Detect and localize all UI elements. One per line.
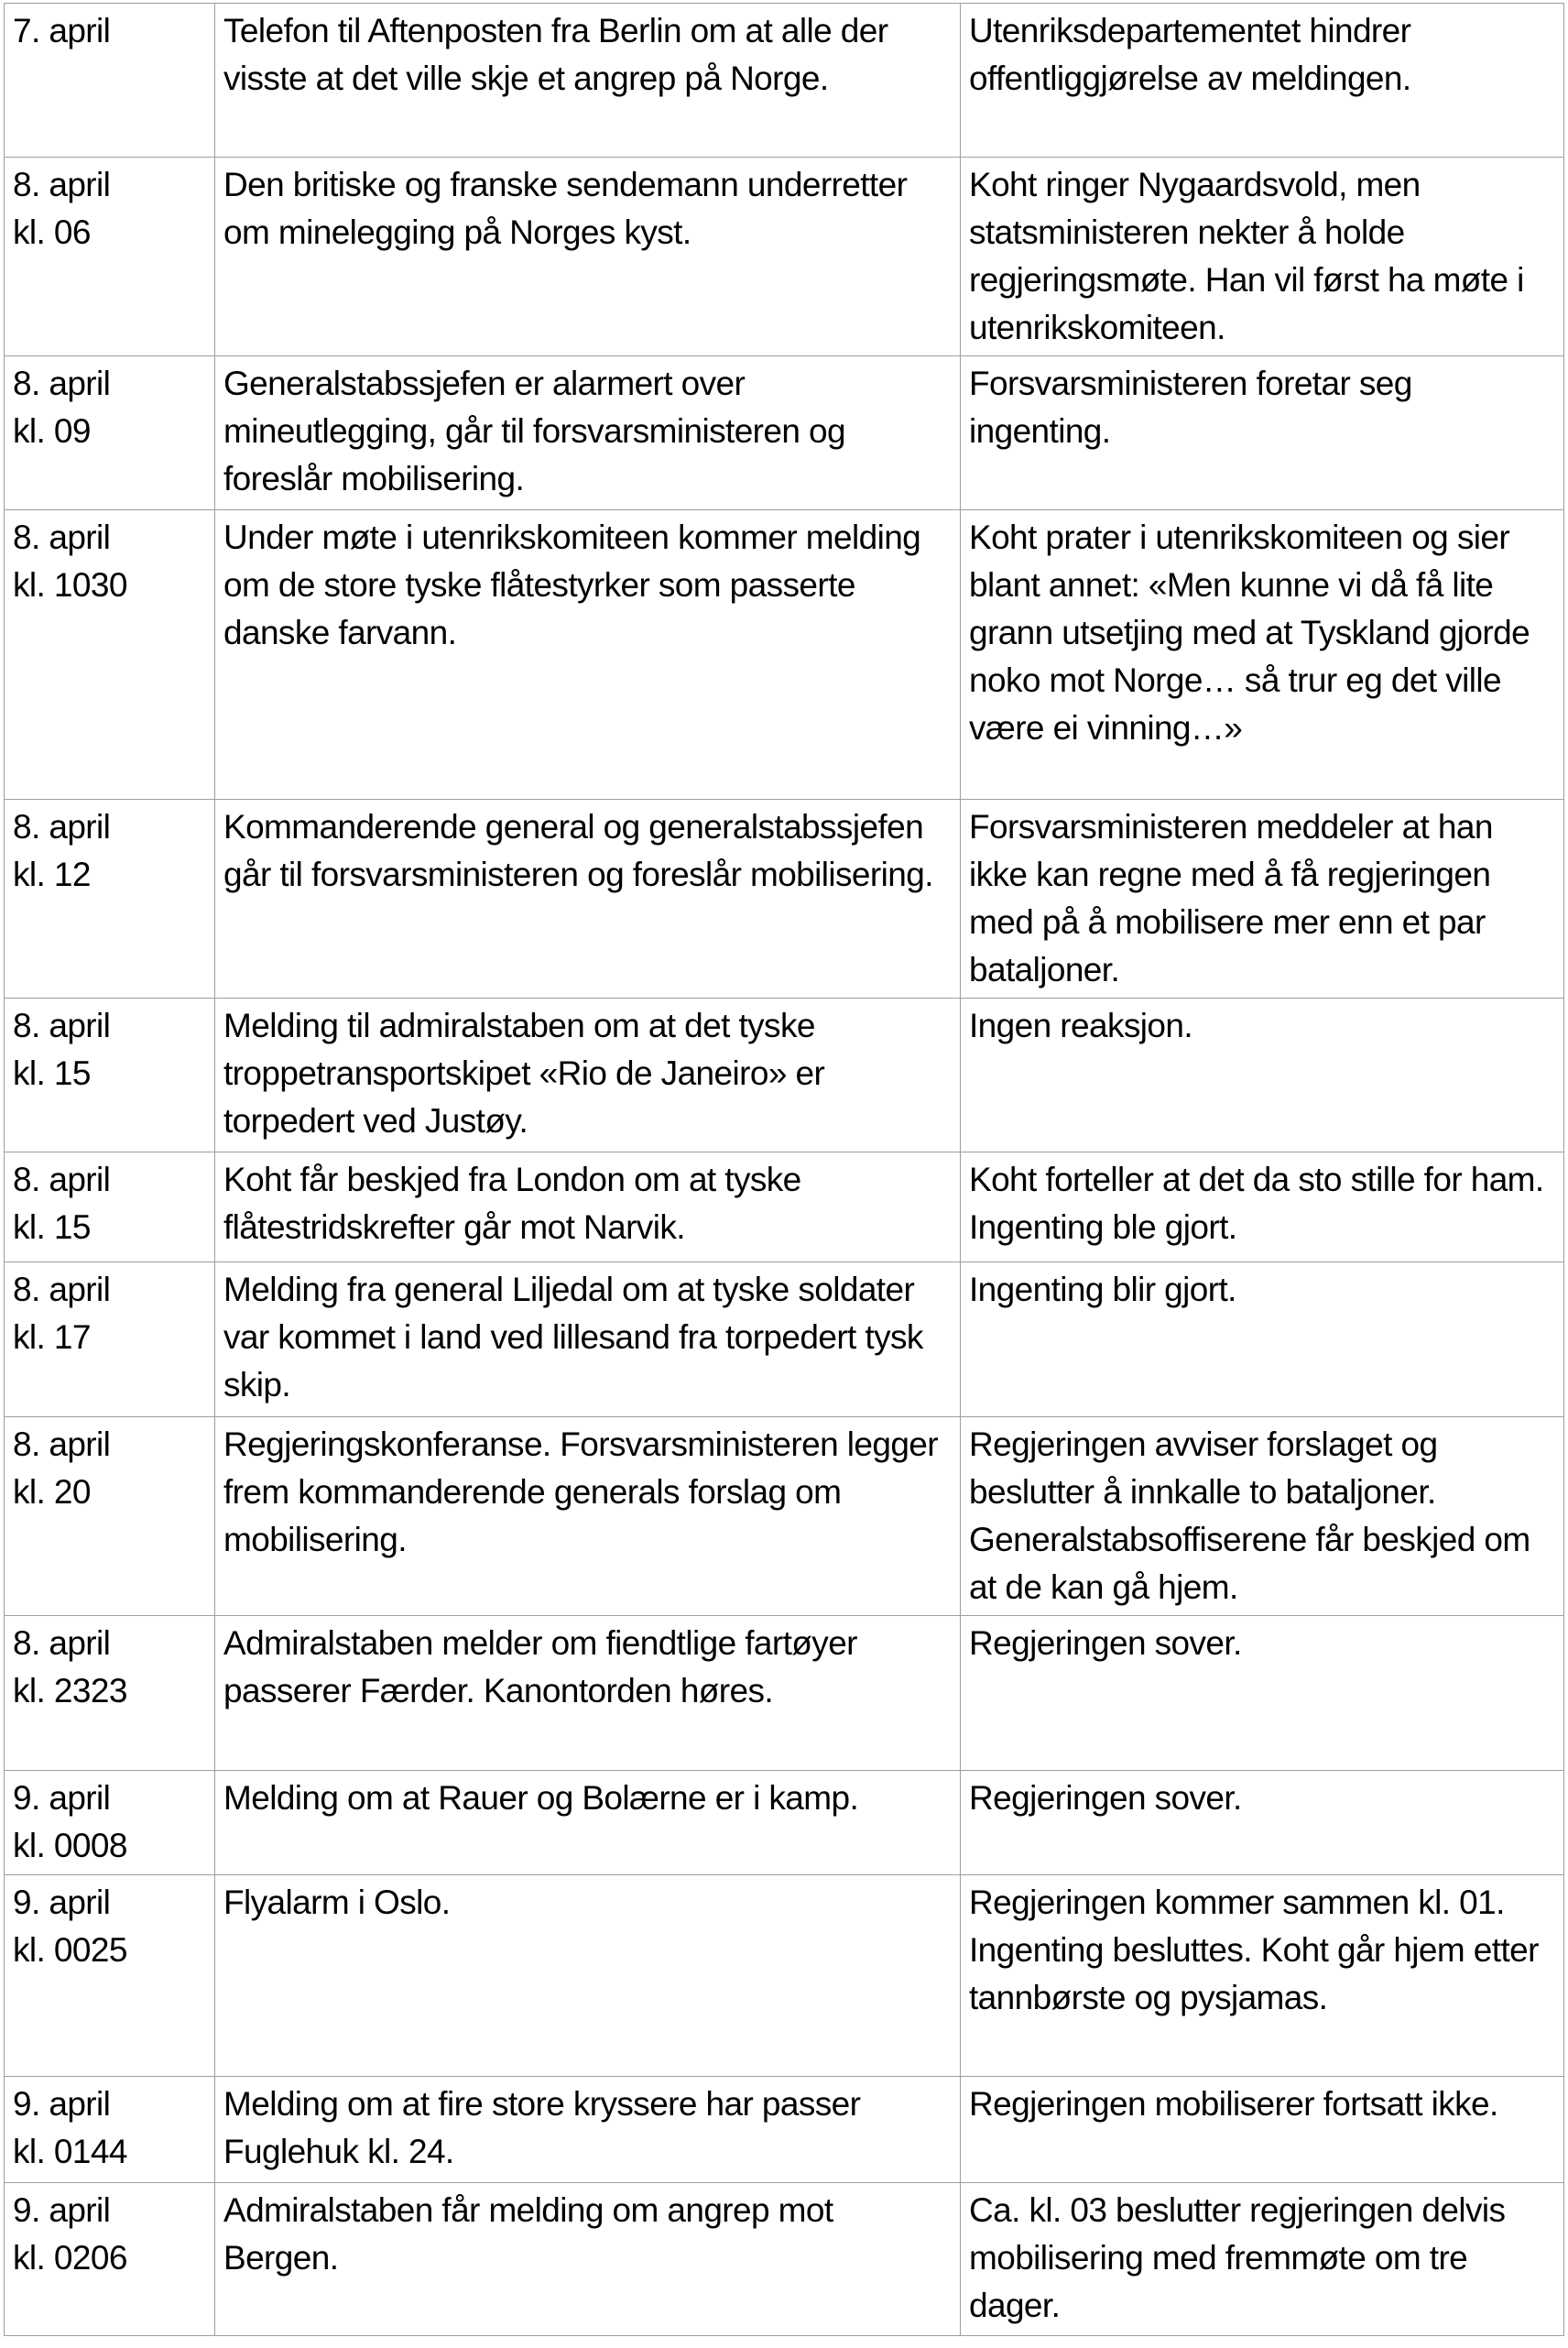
event-cell: Melding til admiralstaben om at det tyske troppetransportskipet «Rio de Janeiro» er torpedert ved Justøy. [215, 999, 961, 1152]
time-cell [5, 4, 215, 158]
date-label: 9. april [13, 1884, 111, 1921]
time-cell [5, 510, 215, 800]
table-row [5, 2077, 1564, 2183]
event-cell: Admiralstaben melder om fiendtlige fartøyer passerer Færder. Kanontorden høres. [215, 1616, 961, 1771]
event-cell: Kommanderende general og generalstabssjefen går til forsvarsministeren og foreslår mobilisering. [215, 800, 961, 999]
time-label: kl. 0025 [13, 1931, 127, 1969]
event-cell: Melding om at fire store kryssere har passer Fuglehuk kl. 24. [215, 2077, 961, 2183]
timeline-table [4, 3, 1564, 2336]
date-label: 8. april [13, 1161, 111, 1198]
event-cell: Koht får beskjed fra London om at tyske flåtestridskrefter går mot Narvik. [215, 1152, 961, 1262]
date-label: 9. april [13, 2191, 111, 2229]
date-label: 8. april [13, 1271, 111, 1308]
table-row [5, 356, 1564, 510]
time-label: kl. 2323 [13, 1672, 127, 1709]
event-cell: Melding om at Rauer og Bolærne er i kamp. [215, 1771, 961, 1875]
event-cell: Regjeringskonferanse. Forsvarsministeren legger frem kommanderende generals forslag om mobilisering. [215, 1417, 961, 1616]
response-cell: Regjeringen kommer sammen kl. 01. Ingenting besluttes. Koht går hjem etter tannbørste og pysjamas. [961, 1875, 1564, 2077]
time-cell [5, 1875, 215, 2077]
date-label: 9. april [13, 2085, 111, 2123]
time-cell [5, 2183, 215, 2336]
table-row [5, 1616, 1564, 1771]
response-cell: Utenriksdepartementet hindrer offentliggjørelse av meldingen. [961, 4, 1564, 158]
response-cell: Regjeringen avviser forslaget og beslutter å innkalle to bataljoner. Generalstabsoffiserene får beskjed om at de kan gå hjem. [961, 1417, 1564, 1616]
date-label: 8. april [13, 1425, 111, 1463]
time-label: kl. 0008 [13, 1827, 127, 1864]
time-cell [5, 800, 215, 999]
date-label: 8. april [13, 166, 111, 203]
time-cell [5, 999, 215, 1152]
table-row [5, 2183, 1564, 2336]
time-cell [5, 158, 215, 356]
table-row [5, 1875, 1564, 2077]
table-row [5, 1417, 1564, 1616]
time-label: kl. 1030 [13, 566, 127, 604]
response-cell: Regjeringen mobiliserer fortsatt ikke. [961, 2077, 1564, 2183]
timeline-page [0, 3, 1568, 2336]
event-cell: Under møte i utenrikskomiteen kommer melding om de store tyske flåtestyrker som passerte danske farvann. [215, 510, 961, 800]
table-row [5, 1771, 1564, 1875]
date-label: 8. april [13, 808, 111, 846]
date-label: 8. april [13, 365, 111, 402]
response-cell: Ca. kl. 03 beslutter regjeringen delvis mobilisering med fremmøte om tre dager. [961, 2183, 1564, 2336]
event-cell: Den britiske og franske sendemann underretter om minelegging på Norges kyst. [215, 158, 961, 356]
response-cell: Regjeringen sover. [961, 1616, 1564, 1771]
date-label: 8. april [13, 519, 111, 556]
time-cell [5, 1417, 215, 1616]
time-cell [5, 1152, 215, 1262]
date-label: 9. april [13, 1779, 111, 1817]
time-cell [5, 356, 215, 510]
time-label: kl. 17 [13, 1318, 91, 1356]
response-cell: Regjeringen sover. [961, 1771, 1564, 1875]
table-row [5, 4, 1564, 158]
event-cell: Flyalarm i Oslo. [215, 1875, 961, 2077]
time-cell [5, 1771, 215, 1875]
time-label: kl. 15 [13, 1054, 91, 1092]
table-row [5, 800, 1564, 999]
time-label: kl. 0206 [13, 2239, 127, 2277]
table-row [5, 510, 1564, 800]
date-label: 8. april [13, 1007, 111, 1044]
time-label: kl. 12 [13, 856, 91, 893]
event-cell: Admiralstaben får melding om angrep mot Bergen. [215, 2183, 961, 2336]
event-cell: Telefon til Aftenposten fra Berlin om at alle der visste at det ville skje et angrep på Norge. [215, 4, 961, 158]
time-cell [5, 2077, 215, 2183]
time-label: kl. 15 [13, 1208, 91, 1246]
response-cell: Koht forteller at det da sto stille for ham. Ingenting ble gjort. [961, 1152, 1564, 1262]
response-cell: Koht prater i utenrikskomiteen og sier blant annet: «Men kunne vi då få lite grann utsetjing med at Tyskland gjorde noko mot Norge… så trur eg det ville være ei vinning…» [961, 510, 1564, 800]
response-cell: Koht ringer Nygaardsvold, men statsministeren nekter å holde regjeringsmøte. Han vil først ha møte i utenrikskomiteen. [961, 158, 1564, 356]
table-row [5, 999, 1564, 1152]
date-label: 7. april [13, 12, 111, 49]
response-cell: Forsvarsministeren foretar seg ingenting. [961, 356, 1564, 510]
time-label: kl. 06 [13, 213, 91, 251]
event-cell: Melding fra general Liljedal om at tyske soldater var kommet i land ved lillesand fra torpedert tysk skip. [215, 1262, 961, 1417]
time-label: kl. 20 [13, 1473, 91, 1511]
time-cell [5, 1262, 215, 1417]
time-label: kl. 0144 [13, 2133, 127, 2170]
time-cell [5, 1616, 215, 1771]
response-cell: Ingen reaksjon. [961, 999, 1564, 1152]
table-row [5, 1152, 1564, 1262]
response-cell: Ingenting blir gjort. [961, 1262, 1564, 1417]
date-label: 8. april [13, 1624, 111, 1662]
table-row [5, 158, 1564, 356]
timeline-body [5, 4, 1564, 2336]
time-label: kl. 09 [13, 412, 91, 450]
event-cell: Generalstabssjefen er alarmert over mineutlegging, går til forsvarsministeren og foreslår mobilisering. [215, 356, 961, 510]
response-cell: Forsvarsministeren meddeler at han ikke kan regne med å få regjeringen med på å mobilisere mer enn et par bataljoner. [961, 800, 1564, 999]
table-row [5, 1262, 1564, 1417]
